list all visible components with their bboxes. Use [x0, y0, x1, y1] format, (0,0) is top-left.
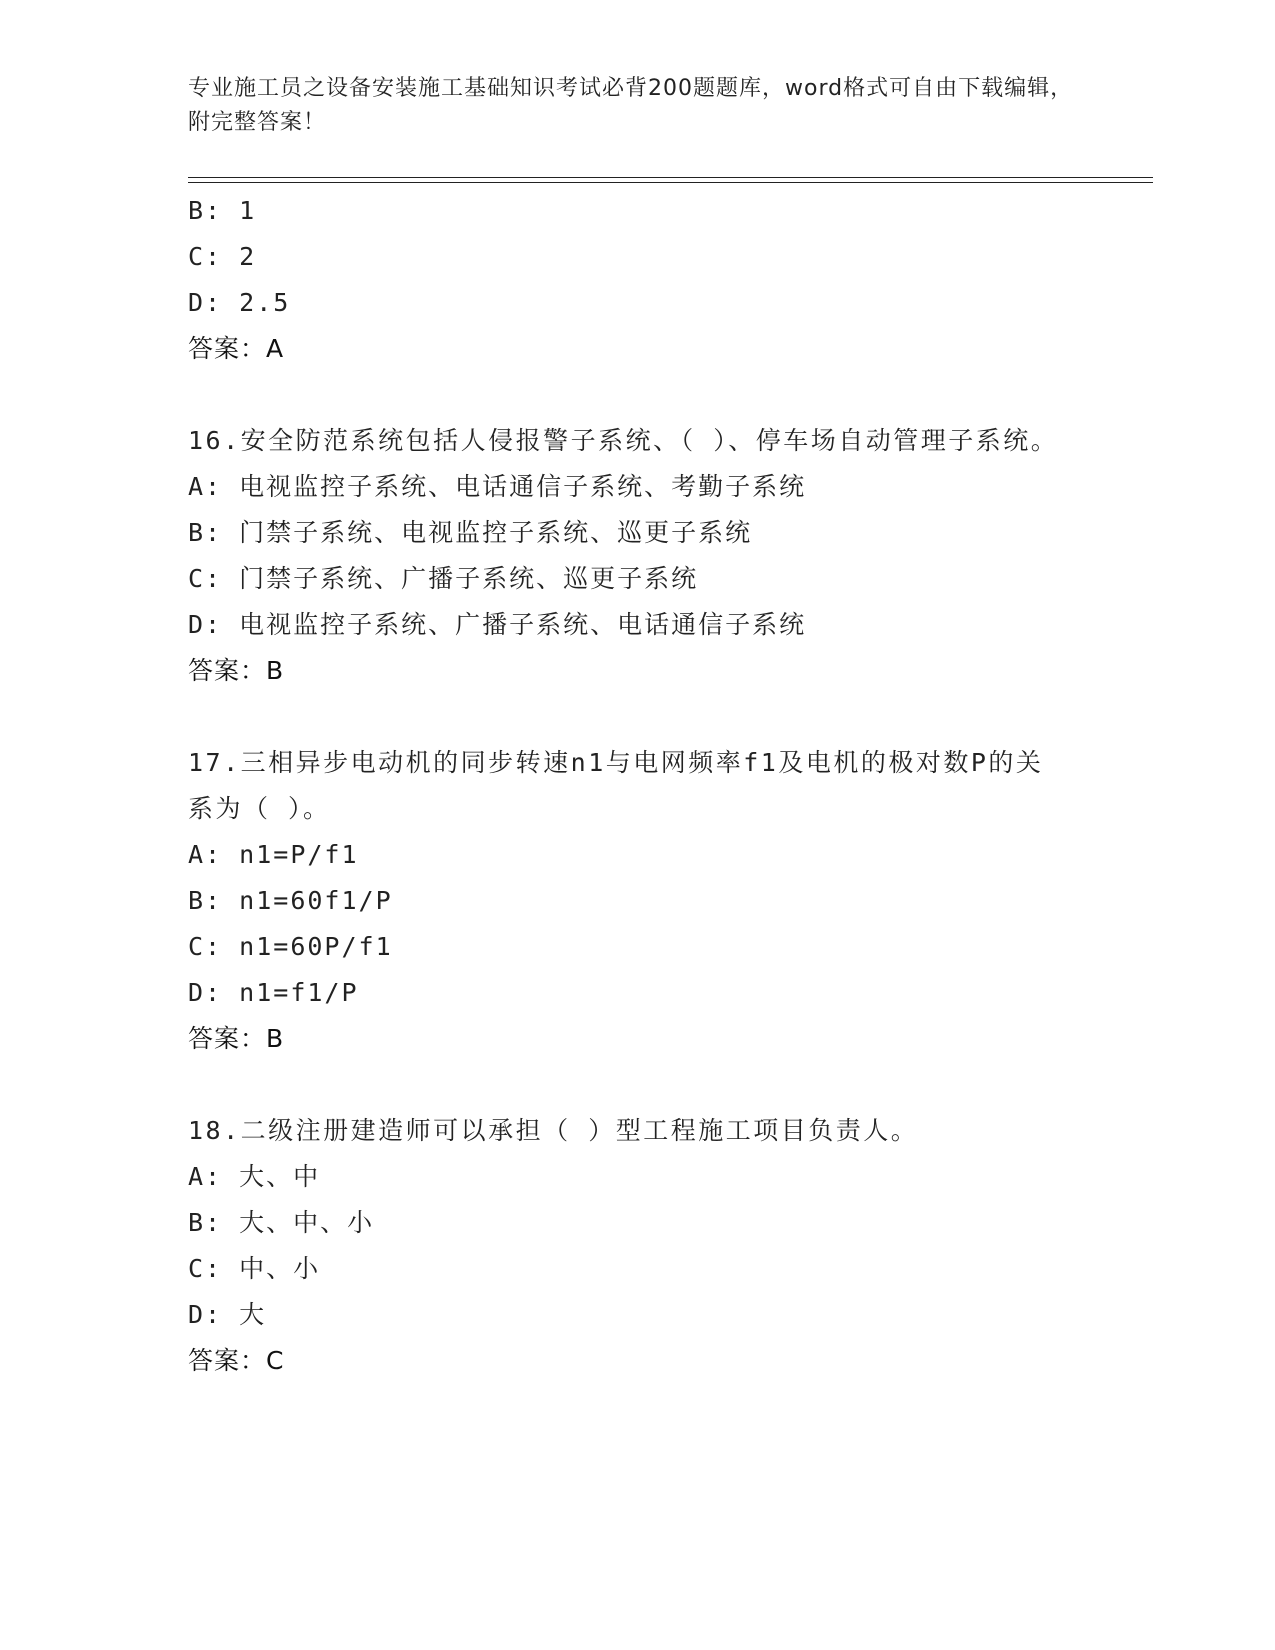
- option-label: A:: [188, 472, 223, 501]
- option-label: D:: [188, 1300, 223, 1329]
- option-text: n1=P/f1: [239, 840, 359, 869]
- option-label: A:: [188, 840, 223, 869]
- option-label: B:: [188, 886, 223, 915]
- option-label: C:: [188, 1254, 223, 1283]
- option-label: C:: [188, 564, 223, 593]
- question-text: 16.安全防范系统包括人侵报警子系统、（ ）、停车场自动管理子系统。: [188, 426, 1059, 455]
- option-text: 大: [239, 1300, 267, 1329]
- option-text: 电视监控子系统、广播子系统、电话通信子系统: [239, 610, 807, 639]
- option-text: 门禁子系统、广播子系统、巡更子系统: [239, 564, 699, 593]
- option-item: [188, 602, 1088, 648]
- option-label: D:: [188, 288, 223, 317]
- option-label: B:: [188, 1208, 223, 1237]
- option-text: n1=60f1/P: [239, 886, 393, 915]
- answer-line: 答案：C: [188, 1346, 285, 1375]
- option-label: D:: [188, 610, 223, 639]
- option-text: 2: [239, 242, 257, 271]
- option-item: [188, 970, 1088, 1016]
- option-item: [188, 188, 1088, 234]
- option-item: [188, 1200, 1088, 1246]
- option-label: C:: [188, 932, 223, 961]
- option-text: 大、中、小: [239, 1208, 375, 1237]
- option-item: [188, 924, 1088, 970]
- option-item: [188, 1292, 1088, 1338]
- option-text: 1: [239, 196, 257, 225]
- option-text: 大、中: [239, 1162, 321, 1191]
- option-label: D:: [188, 978, 223, 1007]
- option-text: 电视监控子系统、电话通信子系统、考勤子系统: [239, 472, 807, 501]
- option-text: 2.5: [239, 288, 291, 317]
- option-label: B:: [188, 518, 223, 547]
- option-item: [188, 556, 1088, 602]
- option-item: [188, 280, 1088, 326]
- option-item: [188, 510, 1088, 556]
- option-item: [188, 234, 1088, 280]
- option-item: [188, 878, 1088, 924]
- spacer: [188, 372, 1088, 418]
- answer-line: 答案：B: [188, 1024, 285, 1053]
- question-content: [188, 188, 1088, 1384]
- header-divider-bottom: [188, 182, 1153, 183]
- answer-line: 答案：A: [188, 334, 285, 363]
- spacer: [188, 694, 1088, 740]
- option-label: B:: [188, 196, 223, 225]
- option-item: [188, 1246, 1088, 1292]
- option-item: [188, 464, 1088, 510]
- option-item: [188, 1154, 1088, 1200]
- document-header: 专业施工员之设备安装施工基础知识考试必背200题题库，word格式可自由下载编辑，附完整答案！: [188, 76, 1074, 135]
- header-divider-top: [188, 177, 1153, 178]
- answer-line: 答案：B: [188, 656, 285, 685]
- spacer: [188, 1062, 1088, 1108]
- option-text: n1=60P/f1: [239, 932, 393, 961]
- option-item: [188, 832, 1088, 878]
- option-text: 中、小: [239, 1254, 321, 1283]
- option-label: C:: [188, 242, 223, 271]
- option-text: 门禁子系统、电视监控子系统、巡更子系统: [239, 518, 753, 547]
- question-text: 18.二级注册建造师可以承担（ ）型工程施工项目负责人。: [188, 1116, 919, 1145]
- option-text: n1=f1/P: [239, 978, 359, 1007]
- question-text: 17.三相异步电动机的同步转速n1与电网频率f1及电机的极对数P的关系为（ ）。: [188, 748, 1044, 823]
- option-label: A:: [188, 1162, 223, 1191]
